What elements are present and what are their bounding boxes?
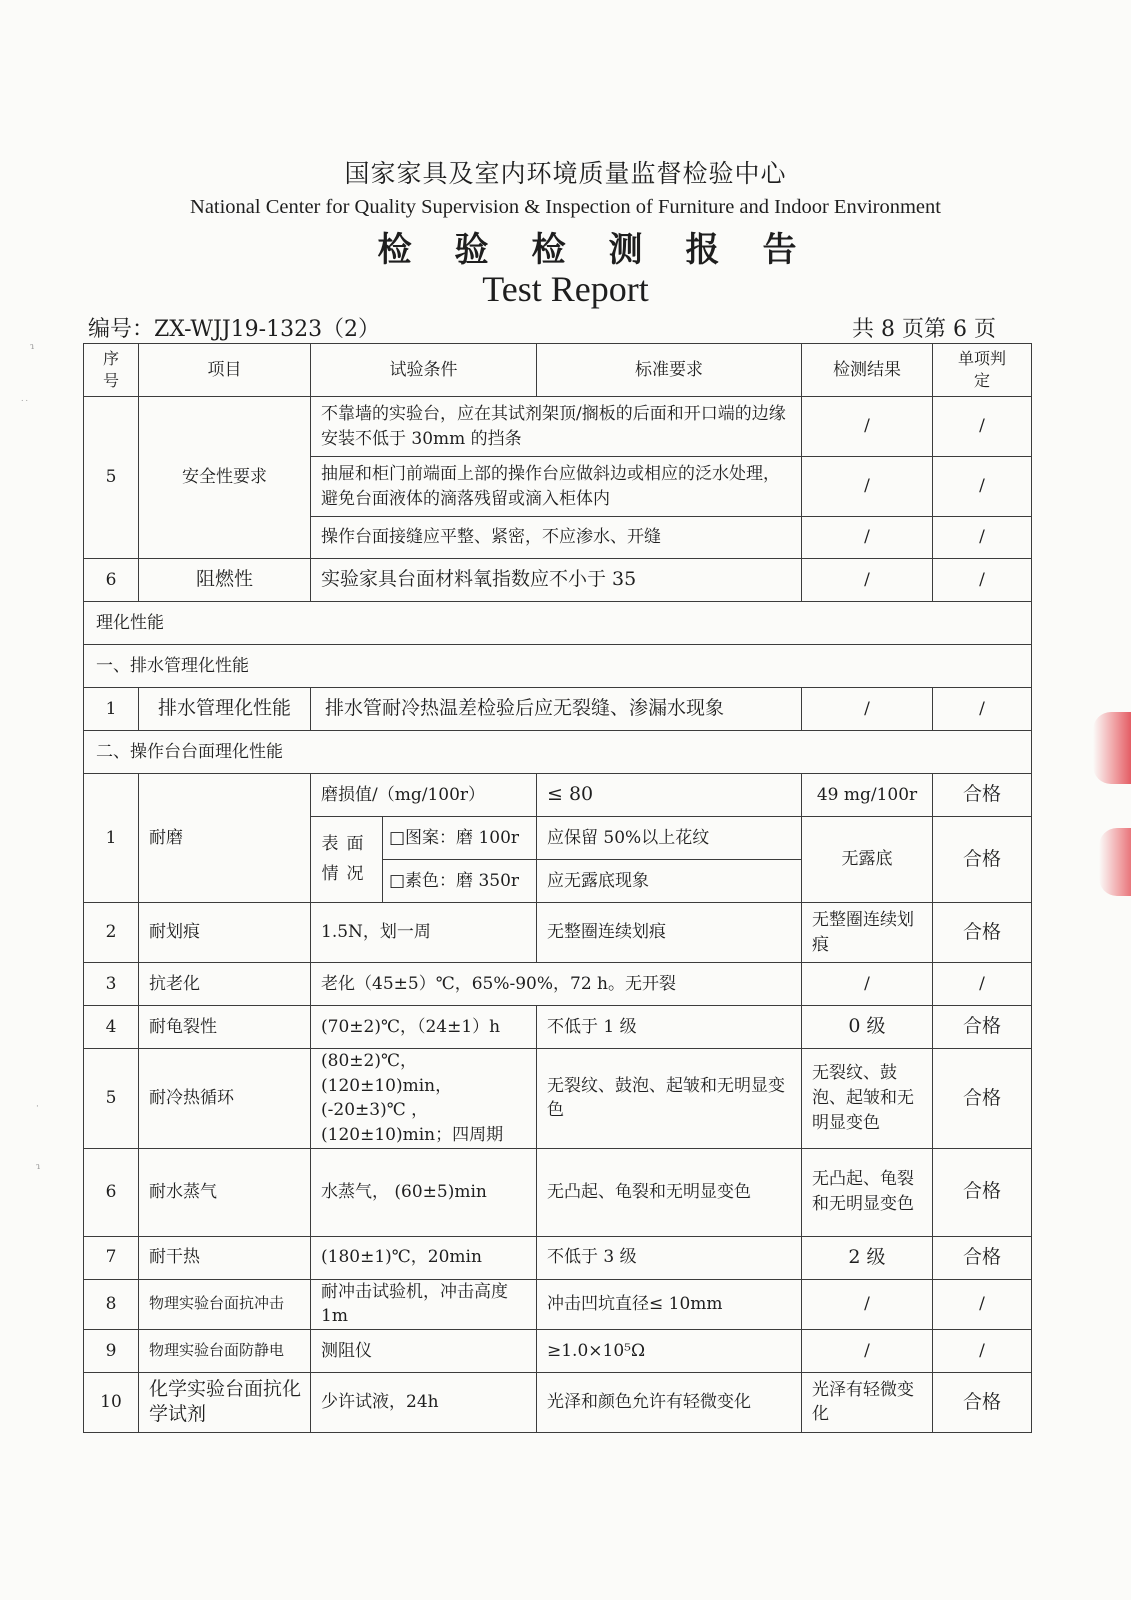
result-cell: 无裂纹、鼓泡、起皱和无明显变色 (802, 1049, 933, 1149)
section-drain: 一、排水管理化性能 (84, 645, 1032, 688)
table-row (84, 1329, 1032, 1372)
result-cell: 无凸起、龟裂和无明显变色 (802, 1148, 933, 1236)
condition-cell: 测阻仪 (311, 1329, 537, 1372)
header-item: 项目 (139, 344, 311, 397)
condition-cell: (180±1)℃，20min (311, 1236, 537, 1279)
requirement-cell: 光泽和颜色允许有轻微变化 (537, 1372, 802, 1432)
section-row (84, 731, 1032, 774)
table-row (84, 963, 1032, 1006)
table-row (84, 1236, 1032, 1279)
requirement-cell: 不低于 1 级 (537, 1006, 802, 1049)
scan-speck: · (36, 1102, 39, 1112)
item-cell: 安全性要求 (139, 397, 311, 559)
red-seal-edge (1099, 828, 1131, 896)
verdict-cell: 合格 (933, 1049, 1032, 1149)
verdict-cell: / (933, 1279, 1032, 1329)
requirement-text: 不靠墙的实验台，应在其试剂架顶/搁板的后面和开口端的边缘安装不低于 30mm 的挡条 (311, 397, 802, 457)
header-requirement: 标准要求 (537, 344, 802, 397)
condition-cell: 水蒸气， (60±5)min (311, 1148, 537, 1236)
condition-cell: □素色：磨 350r (383, 860, 537, 903)
verdict-cell: 合格 (933, 817, 1032, 903)
requirement-cell: 无凸起、龟裂和无明显变色 (537, 1148, 802, 1236)
condition-cell: 老化（45±5）℃，65%-90%，72 h。无开裂 (311, 963, 802, 1006)
result-cell: / (802, 1329, 933, 1372)
verdict-cell: 合格 (933, 1148, 1032, 1236)
condition-cell: 1.5N，划一周 (311, 903, 537, 963)
table-row (84, 397, 1032, 457)
verdict-cell: / (933, 559, 1032, 602)
table-row (84, 903, 1032, 963)
requirement-cell: 应保留 50%以上花纹 (537, 817, 802, 860)
verdict-cell: 合格 (933, 1236, 1032, 1279)
result-cell: 2 级 (802, 1236, 933, 1279)
table-row (84, 1049, 1032, 1149)
table-row (84, 688, 1032, 731)
result-cell: / (802, 1279, 933, 1329)
seq-cell: 6 (84, 559, 139, 602)
verdict-cell: / (933, 517, 1032, 559)
result-cell: 49 mg/100r (802, 774, 933, 817)
verdict-cell: / (933, 397, 1032, 457)
seq-cell: 1 (84, 688, 139, 731)
table-row (84, 1006, 1032, 1049)
item-cell: 耐干热 (139, 1236, 311, 1279)
condition-cell: (70±2)℃，（24±1）h (311, 1006, 537, 1049)
item-cell: 耐磨 (139, 774, 311, 903)
seq-cell: 1 (84, 774, 139, 903)
verdict-cell: / (933, 457, 1032, 517)
item-cell: 化学实验台面抗化学试剂 (139, 1372, 311, 1432)
org-name-cn: 国家家具及室内环境质量监督检验中心 (344, 159, 787, 188)
section-physchem: 理化性能 (84, 602, 1032, 645)
item-cell: 抗老化 (139, 963, 311, 1006)
header-result: 检测结果 (802, 344, 933, 397)
requirement-cell: 应无露底现象 (537, 860, 802, 903)
result-cell: 无整圈连续划痕 (802, 903, 933, 963)
scan-speck: ɿ (36, 1162, 41, 1172)
table-row (84, 559, 1032, 602)
seq-cell: 6 (84, 1148, 139, 1236)
requirement-text: 实验家具台面材料氧指数应不小于 35 (311, 559, 802, 602)
condition-cell: 耐冲击试验机，冲击高度 1m (311, 1279, 537, 1329)
header-condition: 试验条件 (311, 344, 537, 397)
test-report-table (83, 343, 1032, 1433)
requirement-cell: 冲击凹坑直径≤ 10mm (537, 1279, 802, 1329)
item-cell: 阻燃性 (139, 559, 311, 602)
report-title-cn: 检验检测报告 (377, 230, 840, 270)
header-seq: 序号 (84, 344, 139, 397)
surface-label: 表面情况 (311, 817, 383, 903)
requirement-text: 操作台面接缝应平整、紧密，不应渗水、开缝 (311, 517, 802, 559)
requirement-cell: 无裂纹、鼓泡、起皱和无明显变色 (537, 1049, 802, 1149)
result-cell: / (802, 517, 933, 559)
seq-cell: 2 (84, 903, 139, 963)
section-row (84, 602, 1032, 645)
condition-cell: 磨损值/（mg/100r） (311, 774, 537, 817)
item-cell: 耐水蒸气 (139, 1148, 311, 1236)
item-cell: 物理实验台面抗冲击 (139, 1279, 311, 1329)
seq-cell: 9 (84, 1329, 139, 1372)
report-title-en: Test Report (482, 269, 649, 309)
requirement-text: 排水管耐冷热温差检验后应无裂缝、渗漏水现象 (311, 688, 802, 731)
header-verdict: 单项判定 (933, 344, 1032, 397)
item-cell: 物理实验台面防静电 (139, 1329, 311, 1372)
result-cell: / (802, 688, 933, 731)
seq-cell: 5 (84, 1049, 139, 1149)
scan-speck: ˙˙ (20, 400, 29, 410)
verdict-cell: / (933, 688, 1032, 731)
verdict-cell: 合格 (933, 1372, 1032, 1432)
seq-cell: 7 (84, 1236, 139, 1279)
condition-cell: □图案：磨 100r (383, 817, 537, 860)
org-name-en: National Center for Quality Supervision & Inspection of Furniture and Indoor Environment (190, 196, 941, 218)
table-row (84, 1279, 1032, 1329)
seq-cell: 5 (84, 397, 139, 559)
table-row (84, 774, 1032, 817)
seq-cell: 3 (84, 963, 139, 1006)
verdict-cell: / (933, 1329, 1032, 1372)
table-row (84, 1372, 1032, 1432)
result-cell: 光泽有轻微变化 (802, 1372, 933, 1432)
seq-cell: 10 (84, 1372, 139, 1432)
section-row (84, 645, 1032, 688)
verdict-cell: / (933, 963, 1032, 1006)
item-cell: 耐划痕 (139, 903, 311, 963)
seq-cell: 4 (84, 1006, 139, 1049)
requirement-cell: ≤ 80 (537, 774, 802, 817)
requirement-cell: 无整圈连续划痕 (537, 903, 802, 963)
report-number: 编号：ZX-WJJ19-1323（2） (88, 317, 381, 342)
result-cell: 无露底 (802, 817, 933, 903)
result-cell: / (802, 963, 933, 1006)
result-cell: / (802, 457, 933, 517)
item-cell: 排水管理化性能 (139, 688, 311, 731)
scan-speck: ɿ (30, 342, 35, 352)
requirement-cell: ≥1.0×10⁵Ω (537, 1329, 802, 1372)
condition-cell: 少许试液，24h (311, 1372, 537, 1432)
requirement-text: 抽屉和柜门前端面上部的操作台应做斜边或相应的泛水处理，避免台面液体的滴落残留或滴入柜体内 (311, 457, 802, 517)
table-header-row (84, 344, 1032, 397)
verdict-cell: 合格 (933, 903, 1032, 963)
table-row (84, 1148, 1032, 1236)
item-cell: 耐龟裂性 (139, 1006, 311, 1049)
result-cell: / (802, 559, 933, 602)
condition-cell: (80±2)℃，(120±10)min，(-20±3)℃ ，(120±10)min；四周期 (311, 1049, 537, 1149)
requirement-cell: 不低于 3 级 (537, 1236, 802, 1279)
seq-cell: 8 (84, 1279, 139, 1329)
item-cell: 耐冷热循环 (139, 1049, 311, 1149)
page-indicator: 共 8 页第 6 页 (852, 317, 996, 342)
result-cell: 0 级 (802, 1006, 933, 1049)
verdict-cell: 合格 (933, 1006, 1032, 1049)
red-seal-edge (1093, 712, 1131, 784)
result-cell: / (802, 397, 933, 457)
verdict-cell: 合格 (933, 774, 1032, 817)
section-bench: 二、操作台台面理化性能 (84, 731, 1032, 774)
